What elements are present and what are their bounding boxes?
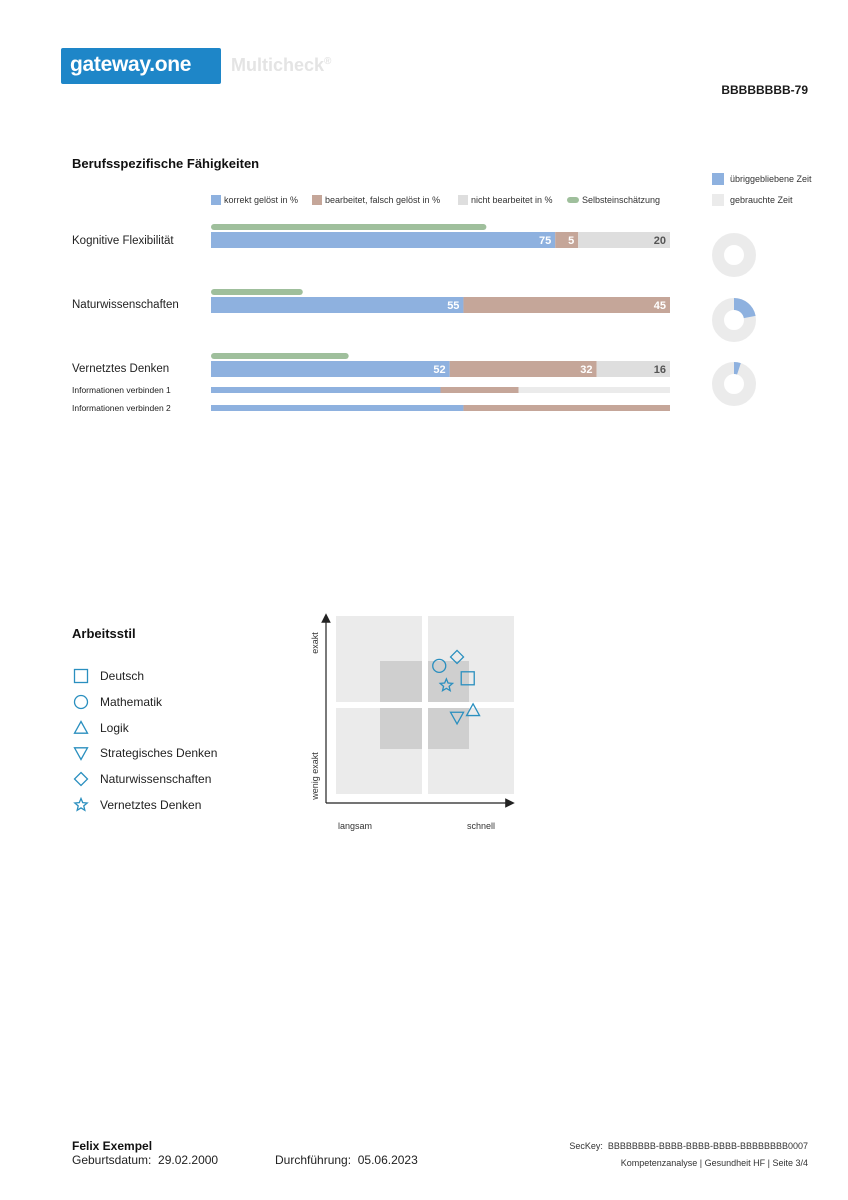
footer-birth: Geburtsdatum: 29.02.2000 (72, 1153, 219, 1167)
inner-top-right (428, 661, 469, 702)
logo-text: gateway.one (70, 53, 192, 76)
time-legend-used: gebrauchte Zeit (712, 194, 793, 206)
footer-meta: Kompetenzanalyse | Gesundheit HF | Seite 3/4 (620, 1158, 808, 1168)
footer-exec: Durchführung: 05.06.2023 (275, 1153, 418, 1167)
bar-value-correct: 75 (539, 235, 552, 247)
workstyle-legend-label: Deutsch (100, 669, 145, 683)
bar-value-wrong: 45 (653, 300, 666, 312)
footer-seckey: SecKey: BBBBBBBB-BBBB-BBBB-BBBB-BBBBBBBB0007 (569, 1141, 808, 1151)
workstyle-legend-label: Vernetztes Denken (100, 798, 202, 812)
document-code: BBBBBBBB-79 (721, 83, 808, 97)
x-axis-high-label: schnell (466, 821, 496, 831)
footer-name: Felix Exempel (72, 1139, 153, 1153)
time-legend-remaining: übriggebliebene Zeit (712, 173, 812, 185)
inner-top-left (380, 661, 422, 702)
legend-correct: korrekt gelöst in % (211, 195, 298, 205)
y-axis-low-label: wenig exakt (310, 752, 320, 800)
workstyle-title: Arbeitsstil (72, 626, 136, 641)
bar-value-correct: 52 (433, 364, 446, 376)
row-label-kognitive: Kognitive Flexibilität (72, 235, 174, 247)
bar-value-wrong: 32 (580, 364, 593, 376)
workstyle-legend-label: Mathematik (100, 695, 163, 709)
workstyle-legend-label: Strategisches Denken (100, 746, 218, 760)
legend-not-done: nicht bearbeitet in % (458, 195, 553, 205)
bar-value-not-done: 16 (653, 364, 666, 376)
skills-title: Berufsspezifische Fähigkeiten (72, 156, 260, 171)
bar-value-wrong: 5 (568, 235, 575, 247)
sub-label-1: Informationen verbinden 1 (72, 385, 171, 395)
legend-self: Selbsteinschätzung (567, 195, 660, 205)
bar-value-correct: 55 (447, 300, 460, 312)
x-axis-low-label: langsam (337, 821, 373, 831)
row-label-naturwissenschaften: Naturwissenschaften (72, 299, 179, 311)
inner-bottom-left (380, 708, 422, 749)
y-axis-high-label: exakt (310, 632, 320, 654)
legend-wrong: bearbeitet, falsch gelöst in % (312, 195, 440, 205)
row-label-vernetztes: Vernetztes Denken (72, 363, 170, 375)
workstyle-legend-label: Logik (100, 721, 129, 735)
sub-label-2: Informationen verbinden 2 (72, 403, 171, 413)
bar-value-not-done: 20 (653, 235, 666, 247)
workstyle-legend-label: Naturwissenschaften (100, 772, 212, 786)
product-name: Multicheck® (231, 55, 332, 75)
